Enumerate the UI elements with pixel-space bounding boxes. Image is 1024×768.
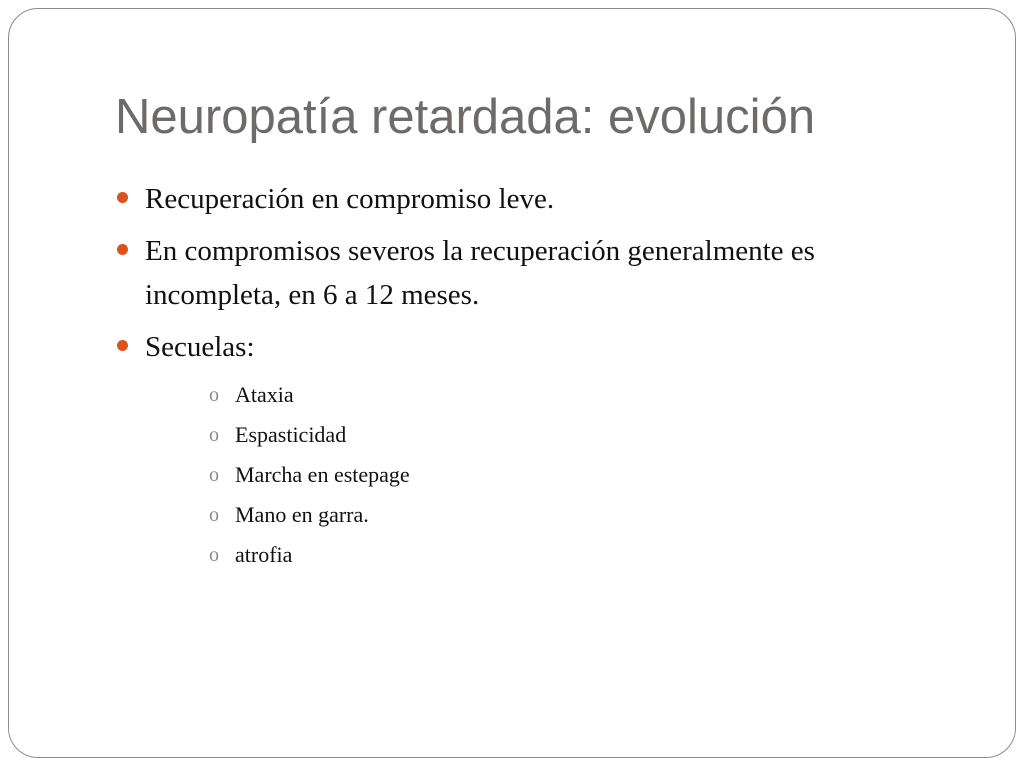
sub-bullet-item xyxy=(209,495,935,535)
sub-bullet-text: atrofia xyxy=(235,542,293,567)
bullet-item xyxy=(115,177,935,221)
bullet-item xyxy=(115,229,935,317)
circle-bullet-icon: o xyxy=(209,544,219,566)
circle-bullet-icon: o xyxy=(209,464,219,486)
sub-bullet-item xyxy=(209,455,935,495)
circle-bullet-icon: o xyxy=(209,384,219,406)
sub-bullet-item xyxy=(209,415,935,455)
sub-bullet-text: Espasticidad xyxy=(235,422,347,447)
sub-bullet-text: Ataxia xyxy=(235,382,294,407)
bullet-dot-icon xyxy=(117,244,128,255)
slide-title: Neuropatía retardada: evolución xyxy=(115,90,816,144)
bullet-text: En compromisos severos la recuperación generalmente es incompleta, en 6 a 12 meses. xyxy=(145,235,815,311)
slide xyxy=(8,8,1016,758)
bullet-text: Secuelas: xyxy=(145,331,255,363)
bullet-list xyxy=(115,177,935,575)
sub-bullet-item xyxy=(209,375,935,415)
circle-bullet-icon: o xyxy=(209,424,219,446)
circle-bullet-icon: o xyxy=(209,504,219,526)
bullet-text: Recuperación en compromiso leve. xyxy=(145,183,555,215)
sub-bullet-item xyxy=(209,535,935,575)
bullet-dot-icon xyxy=(117,340,128,351)
sub-bullet-text: Mano en garra. xyxy=(235,502,369,527)
slide-content xyxy=(115,177,935,583)
sub-bullet-text: Marcha en estepage xyxy=(235,462,410,487)
bullet-item xyxy=(115,325,935,575)
sub-bullet-list xyxy=(145,375,935,575)
bullet-dot-icon xyxy=(117,192,128,203)
